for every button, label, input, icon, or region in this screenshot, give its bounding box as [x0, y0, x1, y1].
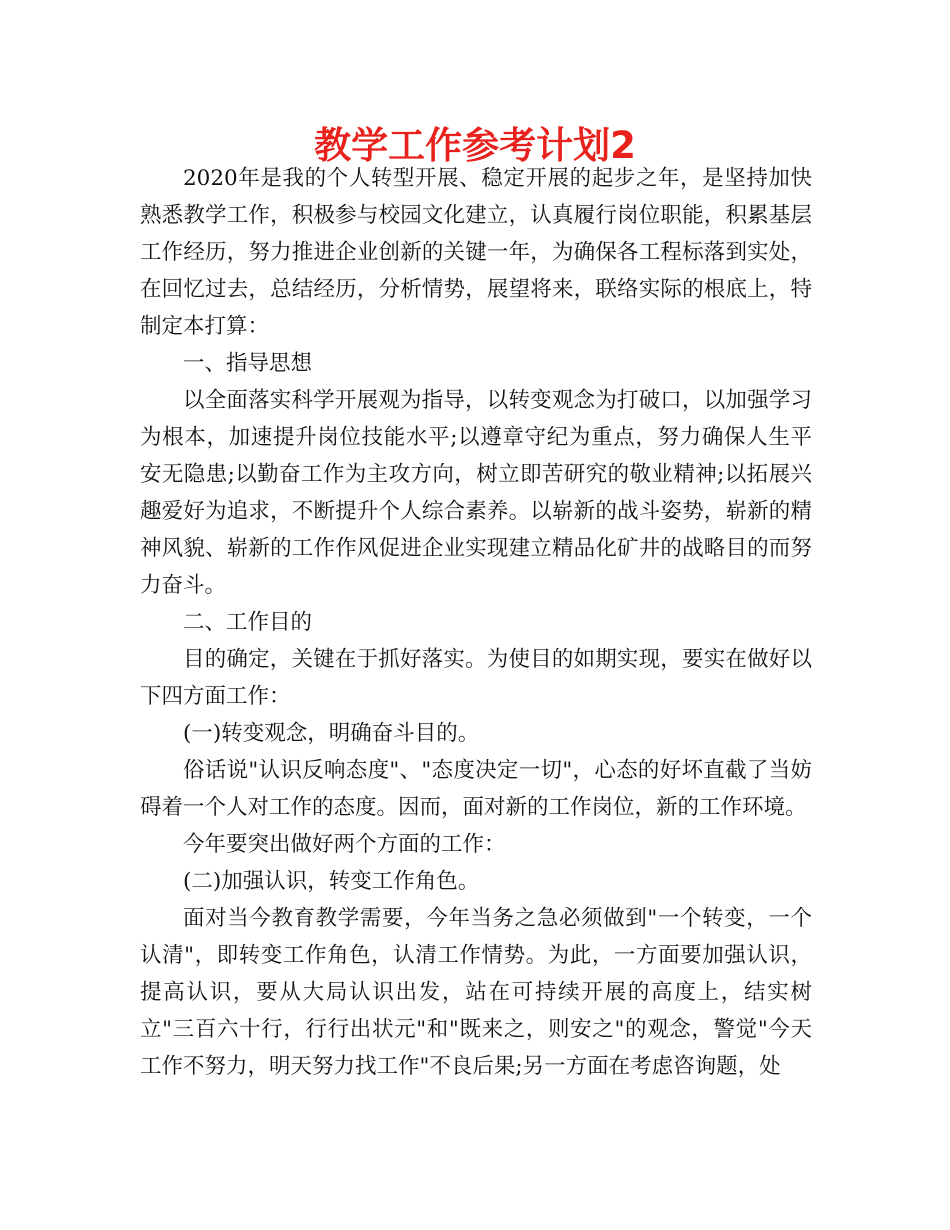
document-title: 教学工作参考计划2	[314, 124, 636, 167]
subheading-strengthen-awareness: (二)加强认识，转变工作角色。	[183, 869, 480, 894]
paragraph-two-aspects: 今年要突出做好两个方面的工作：	[183, 832, 506, 857]
paragraph-work-goal: 目的确定，关键在于抓好落实。为使目的如期实现，要实在做好以下四方面工作：	[140, 647, 812, 709]
document-body	[140, 160, 812, 1085]
paragraph-change-concept: 俗话说"认识反响态度"、"态度决定一切"，心态的好坏直截了当妨碍着一个人对工作的态度。因而，面对新的工作岗位，新的工作环境。	[140, 758, 812, 820]
paragraph-intro: 2020年是我的个人转型开展、稳定开展的起步之年，是坚持加快熟悉教学工作，积极参与校园文化建立，认真履行岗位职能，积累基层工作经历，努力推进企业创新的关键一年，为确保各工程标落到实处，在回忆过去，总结经历，分析情势，展望将来，联络实际的根底上，特制定本打算：	[140, 166, 812, 339]
heading-work-goal: 二、工作目的	[183, 610, 313, 635]
paragraph-strengthen-awareness: 面对当今教育教学需要，今年当务之急必须做到"一个转变，一个认清"，即转变工作角色，认清工作情势。为此，一方面要加强认识，提高认识，要从大局认识出发，站在可持续开展的高度上，结实树立"三百六十行，行行出状元"和"既来之，则安之"的观念，警觉"今天工作不努力，明天努力找工作"不良后果;另一方面在考虑咨询题，处	[140, 906, 812, 1079]
heading-guiding-thought: 一、指导思想	[183, 351, 313, 376]
subheading-change-concept: (一)转变观念，明确奋斗目的。	[183, 721, 480, 746]
paragraph-guiding-thought: 以全面落实科学开展观为指导，以转变观念为打破口，以加强学习为根本，加速提升岗位技能水平;以遵章守纪为重点，努力确保人生平安无隐患;以勤奋工作为主攻方向，树立即苦研究的敬业精神;以拓展兴趣爱好为追求，不断提升个人综合素养。以崭新的战斗姿势，崭新的精神风貌、崭新的工作作风促进企业实现建立精品化矿井的战略目的而努力奋斗。	[140, 388, 812, 598]
